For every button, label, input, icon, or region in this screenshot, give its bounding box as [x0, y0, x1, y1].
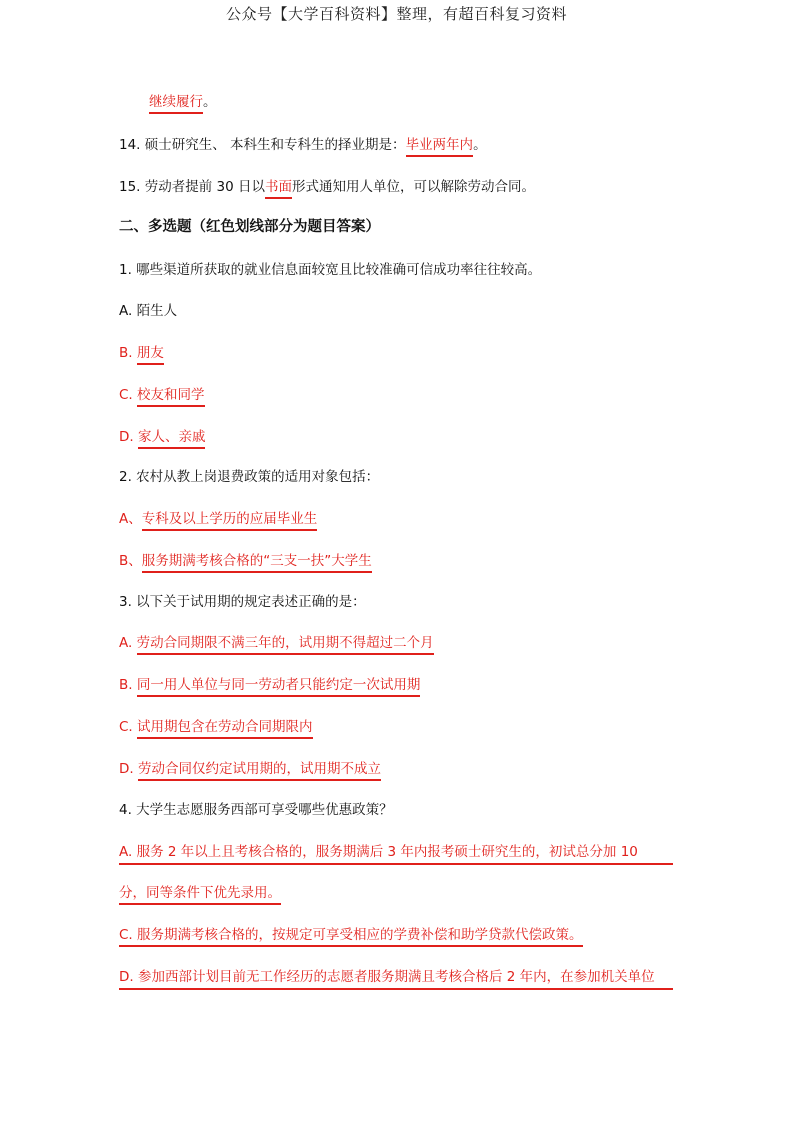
option-label: D. [119, 761, 138, 777]
answer-underlined: C. 服务期满考核合格的，按规定可享受相应的学费补偿和助学贷款代偿政策。 [119, 927, 583, 947]
question-14 [119, 136, 487, 154]
option-label: C. [119, 387, 138, 403]
mq3-option-c [119, 718, 313, 736]
answer-underlined: 校友和同学 [137, 387, 205, 407]
mq1-option-c [119, 386, 205, 404]
answer-underlined: 劳动合同仅约定试用期的，试用期不成立 [138, 761, 381, 781]
mq3-question: 3. 以下关于试用期的规定表述正确的是： [119, 594, 366, 610]
text-segment: 。 [473, 137, 487, 153]
mq3-option-a [119, 634, 434, 652]
answer-underlined: 试用期包含在劳动合同期限内 [137, 719, 313, 739]
mq1-question: 1. 哪些渠道所获取的就业信息面较宽且比较准确可信成功率往往较高。 [119, 262, 542, 278]
answer-underlined: 劳动合同期限不满三年的，试用期不得超过二个月 [137, 635, 434, 655]
question-text: 14. 硕士研究生、 本科生和专科生的择业期是： [119, 137, 406, 153]
mq4-option-a-line2 [119, 884, 281, 902]
mq2-option-b [119, 552, 372, 570]
answer-underlined: 书面 [265, 179, 292, 199]
mq4-option-d [119, 968, 673, 990]
answer-underlined: 继续履行 [149, 94, 203, 114]
answer-underlined: 毕业两年内 [406, 137, 474, 157]
mq1-option-d [119, 428, 205, 446]
mq3-option-d [119, 760, 381, 778]
mq4-option-a-line1 [119, 843, 673, 865]
text-segment: 。 [203, 94, 217, 110]
mq4-option-c [119, 926, 583, 944]
question-15 [119, 178, 535, 196]
option-label: B、 [119, 553, 142, 569]
answer-underlined: 家人、亲戚 [138, 429, 206, 449]
question-text: 15. 劳动者提前 30 日以 [119, 179, 266, 195]
mq2-option-a [119, 510, 317, 528]
option-label: B. [119, 677, 137, 693]
mq1-option-b [119, 344, 164, 362]
line-continue [149, 93, 217, 111]
mq1-option-a: A. 陌生人 [119, 303, 178, 319]
answer-underlined: 服务期满考核合格的“三支一扶”大学生 [142, 553, 372, 573]
answer-underlined: 分，同等条件下优先录用。 [119, 885, 281, 905]
mq4-question: 4. 大学生志愿服务西部可享受哪些优惠政策？ [119, 802, 393, 818]
text-segment: 形式通知用人单位，可以解除劳动合同。 [292, 179, 536, 195]
answer-underlined: 朋友 [137, 345, 164, 365]
option-label: D. [119, 429, 138, 445]
answer-underlined: D. 参加西部计划目前无工作经历的志愿者服务期满且考核合格后 2 年内，在参加机关单位 [119, 968, 673, 990]
answer-underlined: 专科及以上学历的应届毕业生 [142, 511, 318, 531]
option-label: A. [119, 635, 137, 651]
answer-underlined: 同一用人单位与同一劳动者只能约定一次试用期 [137, 677, 421, 697]
mq3-option-b [119, 676, 420, 694]
section-title: 二、多选题（红色划线部分为题目答案） [119, 219, 380, 235]
option-label: A、 [119, 511, 142, 527]
page-header: 公众号【大学百科资料】整理，有超百科复习资料 [225, 5, 567, 23]
mq2-question: 2. 农村从教上岗退费政策的适用对象包括： [119, 469, 380, 485]
answer-underlined: A. 服务 2 年以上且考核合格的，服务期满后 3 年内报考硕士研究生的，初试总分加 10 [119, 843, 673, 865]
option-label: B. [119, 345, 137, 361]
option-label: C. [119, 719, 138, 735]
